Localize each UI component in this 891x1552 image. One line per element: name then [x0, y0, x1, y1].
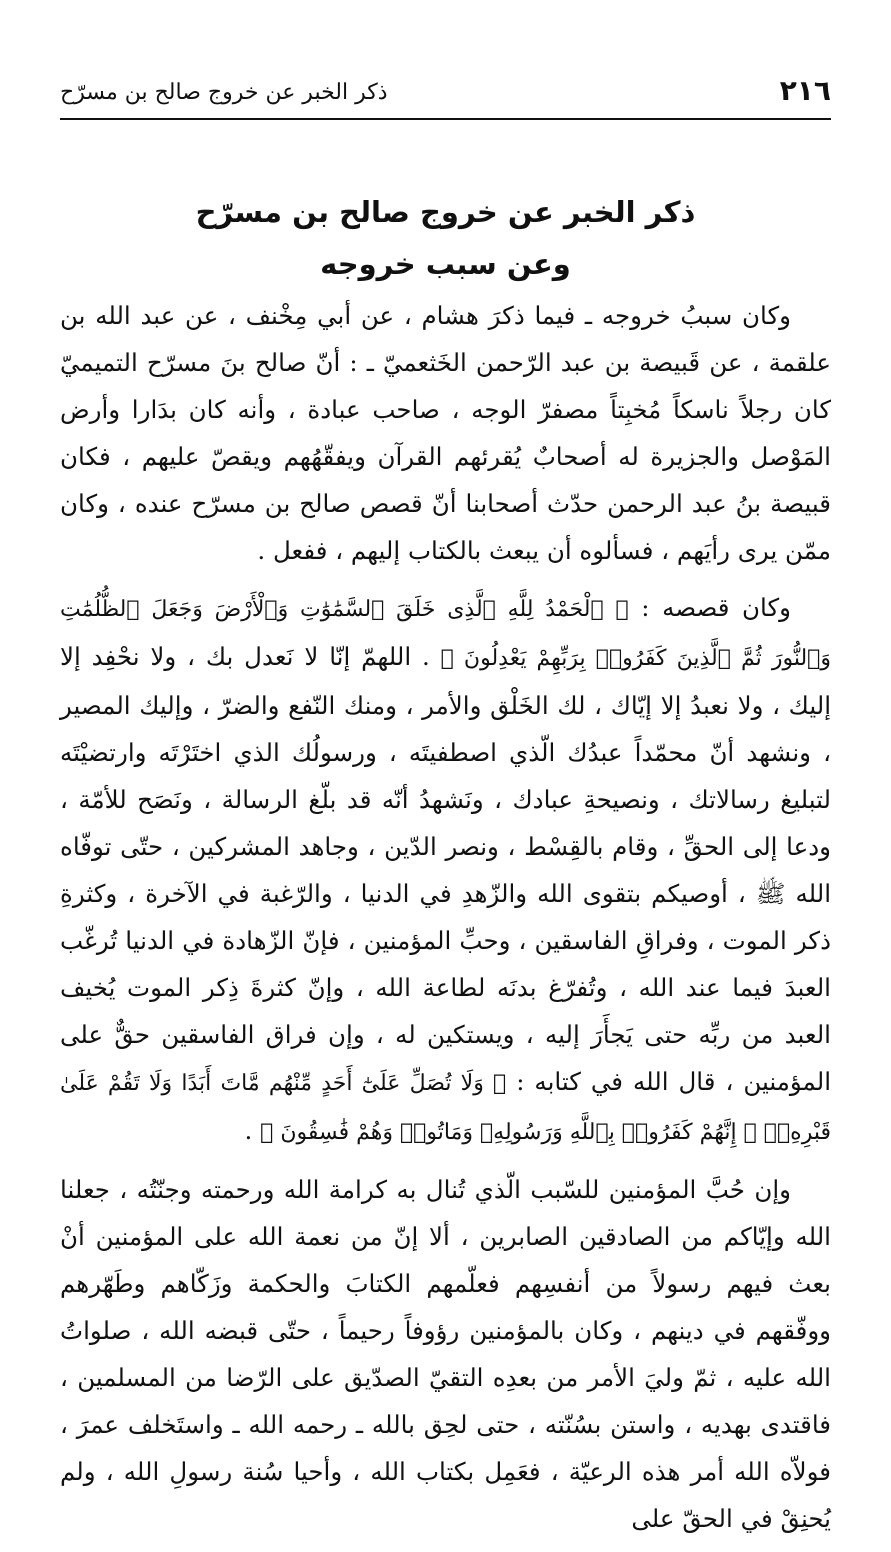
page-number: ٢١٦ — [779, 74, 831, 107]
paragraph-1: وكان سببُ خروجه ـ فيما ذكرَ هشام ، عن أبي مِخْنف ، عن عبد الله بن علقمة ، عن قَبيصة بن عبد الرّحمن الخَثعميّ ـ : أنّ صالح بنَ مسرّح التميميّ كان رجلاً ناسكاً مُخبِتاً مصفرّ الوجه ، صاحب عبادة ، وأنه كان بدَارا وأرض المَوْصل والجزيرة له أصحابٌ يُقرئهم القرآن ويفقّهُهم ويقصّ عليهم ، فكان قبيصة بنُ عبد الرحمن حدّث أصحابنا أنّ قصص صالح بن مسرّح عنده ، وكان ممّن يرى رأيَهم ، فسألوه أن يبعث بالكتاب إليهم ، ففعل . — [60, 301, 831, 565]
quran-verse-1: ﴿ ٱلْحَمْدُ لِلَّهِ ٱلَّذِى خَلَقَ ٱلسَّمَٰوَٰتِ وَٱلْأَرْضَ وَجَعَلَ ٱلظُّلُمَٰتِ وَٱلنُّورَ ثُمَّ ٱلَّذِينَ كَفَرُوا۟ بِرَبِّهِمْ يَعْدِلُونَ ﴾ — [60, 597, 831, 671]
chapter-title-line-2: وعن سبب خروجه — [320, 247, 571, 281]
paragraph-2-body: . اللهمّ إنّا لا نَعدل بك ، ولا نحْفِد إلا إليك ، ولا نعبدُ إلا إيّاك ، لك الخَلْق والأمر ، ومنك النّفع والضرّ ، وإليك المصير ، ونشهد أنّ محمّداً عبدُك الّذي اصطفيتَه ، ورسولُك الذي اختَرْتَه وارتضيْتَه لتبليغ رسالاتك ، ونصيحةِ عبادك ، ونَشهدُ أنّه قد بلّغ الرسالة ، ونَصَح للأمّة ، ودعا إلى الحقِّ ، وقام بالقِسْط ، ونصر الدّين ، وجاهد المشركين ، حتّى توفّاه الله ﷺ ، أوصيكم بتقوى الله والزّهدِ في الدنيا ، والرّغبة في الآخرة ، وكثرةِ ذكر الموت ، وفراقِ الفاسقين ، وحبِّ المؤمنين ، فإنّ الزّهادة في الدنيا تُرغّب العبدَ فيما عند الله ، وتُفرّغ بدنَه لطاعة الله ، وإنّ كثرةَ ذِكر الموت يُخيف العبد من ربِّه حتى يَجأَرَ إليه ، ويستكين له ، وإن فراق الفاسقين حقٌّ على المؤمنين ، قال الله في كتابه : — [60, 642, 831, 1096]
paragraph-2-end: . — [244, 1116, 261, 1145]
paragraph-2-intro: وكان قصصه : — [628, 593, 791, 622]
paragraph-2 — [60, 584, 831, 1156]
body-text — [60, 292, 831, 1552]
paragraph-3: وإن حُبَّ المؤمنين للسّبب الّذي تُنال به كرامة الله ورحمته وجنّتُه ، جعلنا الله وإيّاكم من الصادقين الصابرين ، ألا إنّ من نعمة الله على المؤمنين أنْ بعث فيهم رسولاً من أنفسِهم فعلّمهم الكتابَ والحكمة وزَكّاهم وطَهّرهم ووفّقهم في دينهم ، وكان بالمؤمنين رؤوفاً رحيماً ، حتّى قبضه الله ، صلواتُ الله عليه ، ثمّ وليَ الأمر من بعدِه التقيّ الصدّيق على الرّضا من المسلمين ، فاقتدى بهديه ، واستن بسُنّته ، حتى لحِق بالله ـ رحمه الله ـ واستَخلف عمرَ ، فولاّه الله أمر هذه الرعيّة ، فعَمِل بكتاب الله ، وأحيا سُنة رسولِ الله ، ولم يُحنِقْ في الحقّ على — [60, 1175, 831, 1533]
chapter-title — [60, 186, 831, 290]
page-header — [60, 72, 831, 120]
running-title: ذكر الخبر عن خروج صالح بن مسرّح — [60, 80, 388, 105]
chapter-title-line-1: ذكر الخبر عن خروج صالح بن مسرّح — [195, 195, 696, 229]
quran-verse-2: ﴿ وَلَا تُصَلِّ عَلَىٰٓ أَحَدٍ مِّنْهُم مَّاتَ أَبَدًا وَلَا تَقُمْ عَلَىٰ قَبْرِهِۦٓ ۖ إِنَّهُمْ كَفَرُوا۟ بِٱللَّهِ وَرَسُولِهِۦ وَمَاتُوا۟ وَهُمْ فَٰسِقُونَ ﴾ — [60, 1071, 831, 1145]
